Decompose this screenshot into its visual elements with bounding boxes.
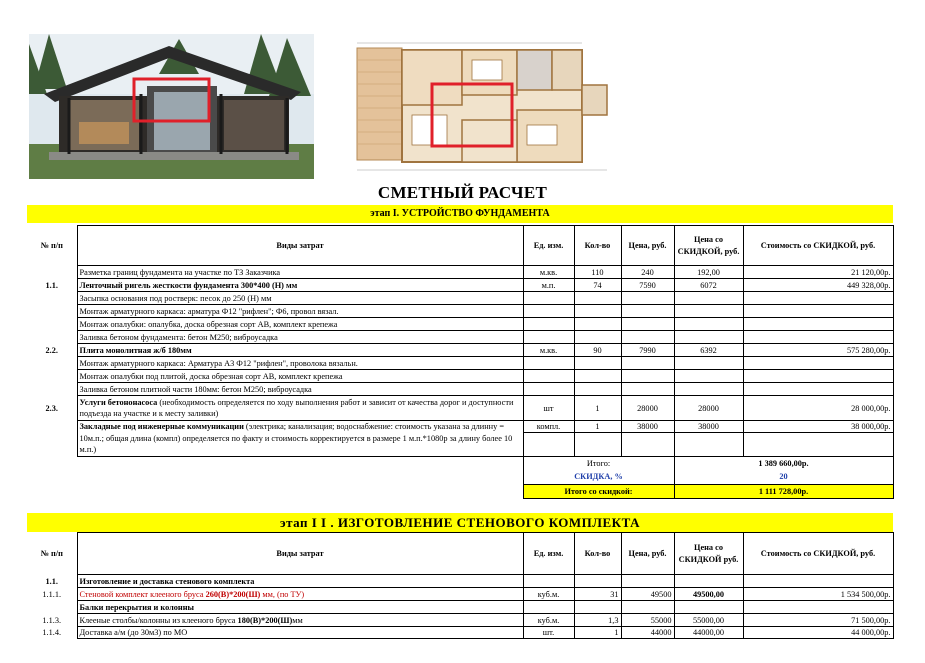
total-value: 1 389 660,00р. [674, 456, 893, 470]
row-name: Закладные под инженерные коммуникации (электрика; канализация; водоснабжение: стоимость указана за длинну = 10м.п.; общая длина (компл) определяется по факту и стоимость корректируется в размере 1 м.п.*1080р за длину более 10 м.п.) [77, 421, 523, 457]
row-price: 28000 [621, 396, 674, 421]
row-cost: 21 120,00р. [743, 266, 893, 279]
table-row [27, 370, 893, 383]
header-disc-price: Цена со СКИДКОЙ, руб. [674, 226, 743, 266]
row-num: 1.1. [27, 279, 77, 292]
row-qty: 90 [574, 344, 621, 357]
row-unit: шт [523, 396, 574, 421]
row-price: 7590 [621, 279, 674, 292]
table-row [27, 357, 893, 370]
total-with-discount-row [27, 484, 893, 498]
row-qty: 1 [574, 627, 621, 639]
row-cost: 1 534 500,00р. [743, 588, 893, 601]
row-qty: 1 [574, 396, 621, 421]
row-unit: компл. [523, 421, 574, 433]
row-unit: м.кв. [523, 266, 574, 279]
total-label: Итого: [523, 456, 674, 470]
row-name: Изготовление и доставка стенового комплекта [77, 575, 523, 588]
row-num: 1.1. [27, 575, 77, 588]
row-num: 2.3. [27, 396, 77, 421]
row-disc: 49500,00 [674, 588, 743, 601]
house-photo [29, 34, 314, 179]
header-unit: Ед. изм. [523, 226, 574, 266]
row-name: Плита монолитная ж/б 180мм [77, 344, 523, 357]
row-cost: 38 000,00р. [743, 421, 893, 433]
document-title: СМЕТНЫЙ РАСЧЕТ [377, 183, 548, 202]
header-cost: Стоимость со СКИДКОЙ, руб. [743, 533, 893, 575]
table-row [27, 292, 893, 305]
row-disc: 38000 [674, 421, 743, 433]
discount-value: 20 [674, 470, 893, 484]
row-qty: 31 [574, 588, 621, 601]
header-disc-price: Цена со СКИДКОЙ руб. [674, 533, 743, 575]
row-name: Клееные столбы/колонны из клееного бруса 180(В)*200(Ш)мм [77, 614, 523, 627]
row-disc: 28000 [674, 396, 743, 421]
header-cost: Стоимость со СКИДКОЙ, руб. [743, 226, 893, 266]
header-type: Виды затрат [77, 533, 523, 575]
table-row [27, 305, 893, 318]
table-row [27, 344, 893, 357]
table-row [27, 318, 893, 331]
row-price: 55000 [621, 614, 674, 627]
header-num: № п/п [27, 533, 77, 575]
row-disc: 192,00 [674, 266, 743, 279]
floor-plan [352, 40, 617, 180]
totals-row [27, 456, 893, 470]
row-unit: куб.м. [523, 588, 574, 601]
with-discount-label: Итого со скидкой: [523, 484, 674, 498]
table-row [27, 266, 893, 279]
row-name: Засыпка основания под ростверк: песок до 250 (Н) мм [77, 292, 523, 305]
header-unit: Ед. изм. [523, 533, 574, 575]
section-row [27, 575, 893, 588]
header-price: Цена, руб. [621, 226, 674, 266]
row-cost: 449 328,00р. [743, 279, 893, 292]
row-num: 1.1.4. [27, 627, 77, 639]
row-disc: 6072 [674, 279, 743, 292]
row-name: Доставка а/м (до 30м3) по МО [77, 627, 523, 639]
row-num [27, 292, 77, 305]
table-row [27, 331, 893, 344]
row-qty: 1,3 [574, 614, 621, 627]
row-name: Заливка бетоном плитной части 180мм: бетон М250; виброусадка [77, 383, 523, 396]
row-unit: куб.м. [523, 614, 574, 627]
row-cost: 28 000,00р. [743, 396, 893, 421]
row-price: 7990 [621, 344, 674, 357]
row-name: Монтаж опалубки под плитой, доска обрезная сорт АВ, комплект крепежа [77, 370, 523, 383]
table-row [27, 627, 893, 639]
row-name: Ленточный ригель жесткости фундамента 300*400 (Н) мм [77, 279, 523, 292]
row-num [27, 266, 77, 279]
row-name: Монтаж опалубки: опалубка, доска обрезная сорт АВ, комплект крепежа [77, 318, 523, 331]
row-unit: м.п. [523, 279, 574, 292]
row-unit: шт. [523, 627, 574, 639]
row-cost: 44 000,00р. [743, 627, 893, 639]
row-num [27, 357, 77, 370]
header-price: Цена, руб. [621, 533, 674, 575]
table-row [27, 396, 893, 421]
header-qty: Кол-во [574, 533, 621, 575]
table-row [27, 614, 893, 627]
discount-row [27, 470, 893, 484]
row-name: Монтаж арматурного каркаса: арматура Ф12 "рифлен"; Ф6, провол вязал. [77, 305, 523, 318]
table-row [27, 279, 893, 292]
table-header-row [27, 533, 893, 575]
header-num: № п/п [27, 226, 77, 266]
row-price: 38000 [621, 421, 674, 433]
section-row [27, 601, 893, 614]
row-name: Балки перекрытия и колонны [77, 601, 523, 614]
row-disc: 44000,00 [674, 627, 743, 639]
row-name: Разметка границ фундамента на участке по ТЗ Заказчика [77, 266, 523, 279]
row-num [27, 370, 77, 383]
stage-2-title: этап I I . ИЗГОТОВЛЕНИЕ СТЕНОВОГО КОМПЛЕКТА [27, 513, 893, 532]
row-unit: м.кв. [523, 344, 574, 357]
row-qty: 74 [574, 279, 621, 292]
row-qty: 1 [574, 421, 621, 433]
row-num [27, 383, 77, 396]
header-qty: Кол-во [574, 226, 621, 266]
header-type: Виды затрат [77, 226, 523, 266]
discount-label: СКИДКА, % [523, 470, 674, 484]
row-num [27, 318, 77, 331]
row-price: 240 [621, 266, 674, 279]
row-name: Стеновой комплект клееного бруса 260(В)*200(Ш) мм, (по ТУ) [77, 588, 523, 601]
stage-1-table [27, 225, 894, 499]
table-row [27, 383, 893, 396]
stage-1-title: этап I. УСТРОЙСТВО ФУНДАМЕНТА [27, 205, 893, 223]
table-header-row [27, 226, 893, 266]
row-name: Услуги бетононасоса (необходимость определяется по ходу выполнения работ и зависит от качества дорог и доступности подъезда на участке и к месту заливки) [77, 396, 523, 421]
row-qty: 110 [574, 266, 621, 279]
row-cost: 71 500,00р. [743, 614, 893, 627]
row-disc: 6392 [674, 344, 743, 357]
row-price: 44000 [621, 627, 674, 639]
row-disc: 55000,00 [674, 614, 743, 627]
table-row [27, 421, 893, 433]
row-num: 1.1.1. [27, 588, 77, 601]
row-name: Монтаж арматурного каркаса: Арматура А3 Ф12 "рифлен", проволока вязальн. [77, 357, 523, 370]
row-num [27, 305, 77, 318]
row-num: 2.2. [27, 344, 77, 357]
row-cost: 575 280,00р. [743, 344, 893, 357]
stage-2-table [27, 532, 894, 639]
row-name: Заливка бетоном фундамента: бетон М250; виброусадка [77, 331, 523, 344]
row-num [27, 331, 77, 344]
row-price: 49500 [621, 588, 674, 601]
table-row [27, 588, 893, 601]
with-discount-value: 1 111 728,00р. [674, 484, 893, 498]
row-num: 1.1.3. [27, 614, 77, 627]
